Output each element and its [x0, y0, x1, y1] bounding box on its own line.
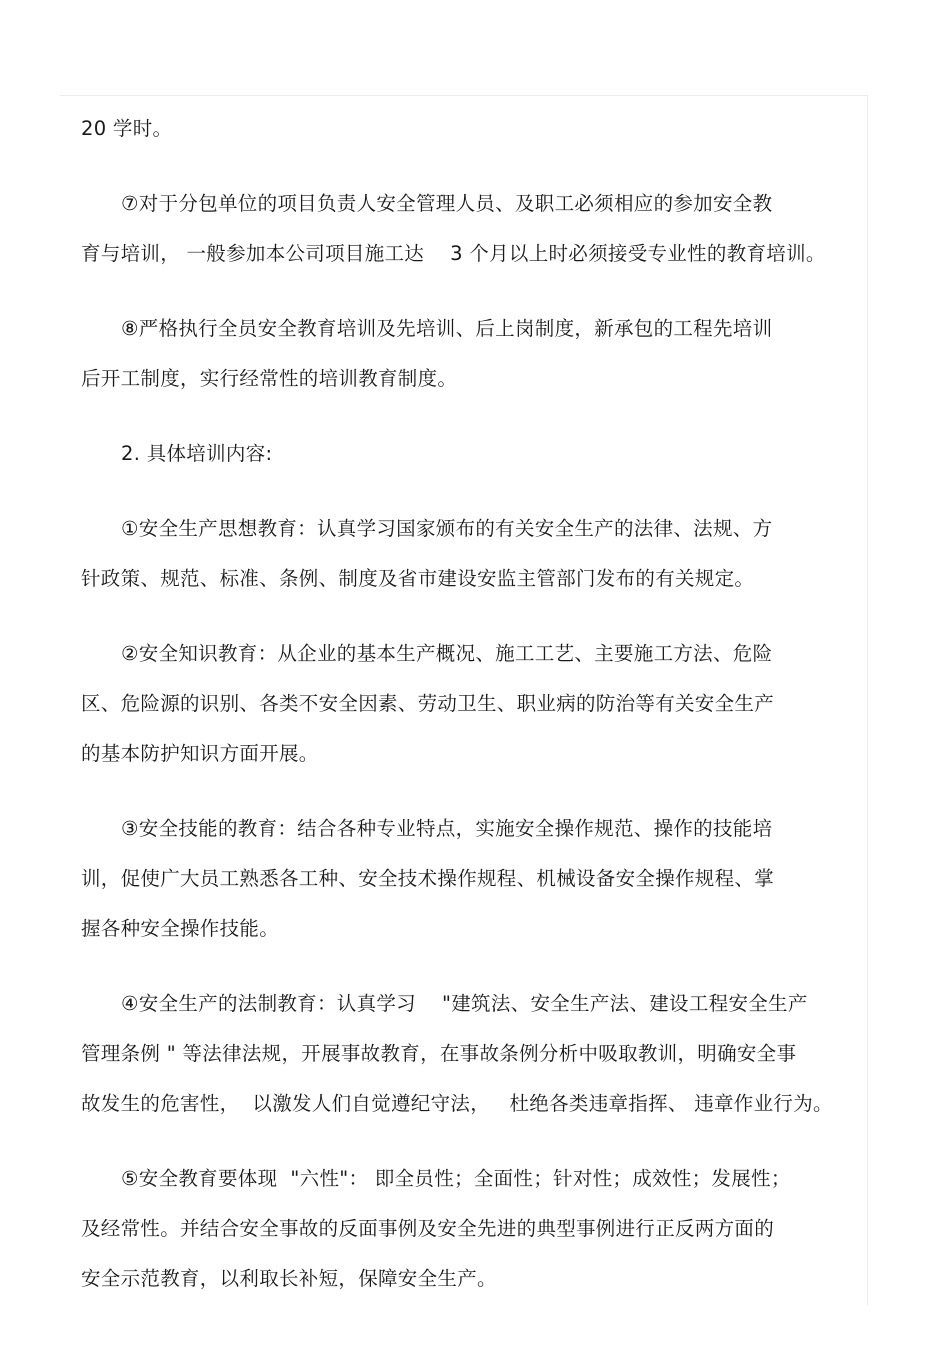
text-line: 管理条例 " 等法律法规，开展事故教育，在事故条例分析中吸取教训，明确安全事 [81, 1042, 797, 1065]
text-line: ④安全生产的法制教育：认真学习 "建筑法、安全生产法、建设工程安全生产 [121, 992, 808, 1015]
text-line: 育与培训， 一般参加本公司项目施工达 3 个月以上时必须接受专业性的教育培训。 [81, 242, 826, 265]
text-line: 训，促使广大员工熟悉各工种、安全技术操作规程、机械设备安全操作规程、掌 [81, 867, 775, 890]
text-line: ②安全知识教育：从企业的基本生产概况、施工工艺、主要施工方法、危险 [121, 642, 773, 665]
paragraph-hours-continuation [81, 104, 861, 154]
text-line: 2. 具体培训内容: [121, 442, 273, 465]
paragraph-item-7 [81, 179, 861, 279]
text-line: ⑧严格执行全员安全教育培训及先培训、后上岗制度，新承包的工程先培训 [121, 317, 773, 340]
text-line: ⑦对于分包单位的项目负责人安全管理人员、及职工必须相应的参加安全教 [121, 192, 773, 215]
document-body [81, 104, 861, 1304]
text-line: ⑤安全教育要体现 "六性"： 即全员性；全面性；针对性；成效性；发展性； [121, 1167, 791, 1190]
text-line: 区、危险源的识别、各类不安全因素、劳动卫生、职业病的防治等有关安全生产 [81, 692, 775, 715]
paragraph-content-5 [81, 1154, 861, 1304]
paragraph-content-3 [81, 804, 861, 954]
text-line: 及经常性。并结合安全事故的反面事例及安全先进的典型事例进行正反两方面的 [81, 1217, 775, 1240]
text-line: 握各种安全操作技能。 [81, 917, 280, 940]
paragraph-item-8 [81, 304, 861, 404]
text-line: 安全示范教育，以利取长补短，保障安全生产。 [81, 1267, 497, 1290]
text-line: 的基本防护知识方面开展。 [81, 742, 319, 765]
paragraph-content-2 [81, 629, 861, 779]
paragraph-content-4 [81, 979, 861, 1129]
section-heading-training-content [81, 429, 861, 479]
text-line: ③安全技能的教育：结合各种专业特点，实施安全操作规范、操作的技能培 [121, 817, 773, 840]
text-line: ①安全生产思想教育：认真学习国家颁布的有关安全生产的法律、法规、方 [121, 517, 773, 540]
text-line: 20 学时。 [81, 117, 173, 140]
text-line: 针政策、规范、标准、条例、制度及省市建设安监主管部门发布的有关规定。 [81, 567, 755, 590]
paragraph-content-1 [81, 504, 861, 604]
text-line: 故发生的危害性， 以激发人们自觉遵纪守法， 杜绝各类违章指挥、 违章作业行为。 [81, 1092, 833, 1115]
text-line: 后开工制度，实行经常性的培训教育制度。 [81, 367, 458, 390]
